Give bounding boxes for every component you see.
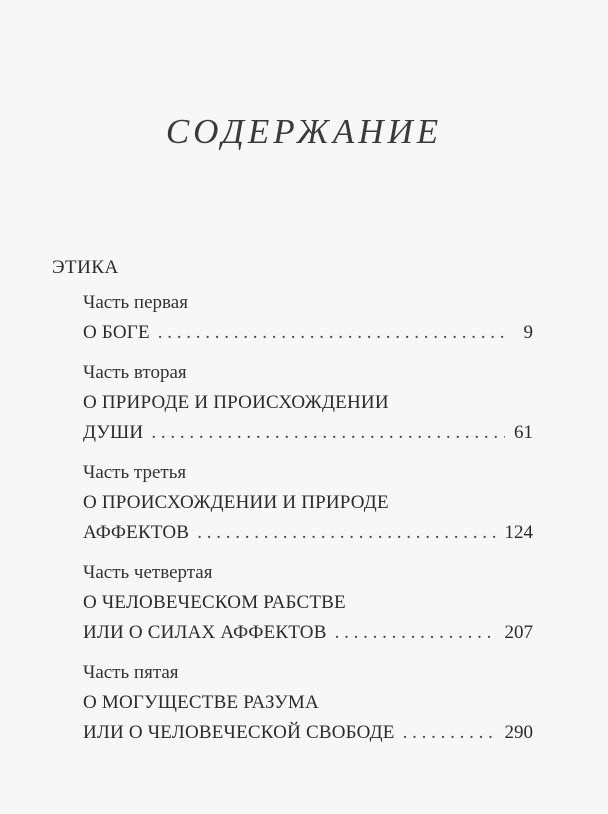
page-number: 124 [504, 522, 533, 543]
page-title: СОДЕРЖАНИЕ [165, 112, 443, 151]
toc-entry[interactable] [83, 418, 533, 448]
toc-part-3 [83, 458, 533, 548]
entry-title: О БОГЕ [83, 322, 150, 343]
page-number: 207 [504, 622, 533, 643]
entry-title-line: О ПРОИСХОЖДЕНИИ И ПРИРОДЕ [83, 492, 389, 513]
entry-title: ИЛИ О СИЛАХ АФФЕКТОВ [83, 622, 327, 643]
dot-leader [197, 518, 496, 548]
entry-title-line: О ЧЕЛОВЕЧЕСКОМ РАБСТВЕ [83, 592, 346, 613]
page-number: 61 [514, 422, 533, 443]
entry-title: ИЛИ О ЧЕЛОВЕЧЕСКОЙ СВОБОДЕ [83, 722, 395, 743]
entry-title-line: О ПРИРОДЕ И ПРОИСХОЖДЕНИИ [83, 392, 389, 413]
dot-leader [335, 618, 497, 648]
table-of-contents [83, 288, 533, 758]
toc-entry[interactable] [83, 618, 533, 648]
dot-leader [151, 418, 505, 448]
entry-title-line: О МОГУЩЕСТВЕ РАЗУМА [83, 692, 319, 713]
part-label: Часть третья [83, 462, 187, 483]
dot-leader [158, 318, 505, 348]
toc-part-5 [83, 658, 533, 748]
entry-title: АФФЕКТОВ [83, 522, 190, 543]
page-number: 9 [523, 322, 533, 343]
section-heading: ЭТИКА [52, 257, 119, 278]
part-label: Часть первая [83, 292, 188, 313]
toc-part-1 [83, 288, 533, 348]
toc-entry[interactable] [83, 518, 533, 548]
part-label: Часть вторая [83, 362, 187, 383]
toc-entry[interactable] [83, 718, 533, 748]
part-label: Часть четвертая [83, 562, 213, 583]
toc-entry[interactable] [83, 318, 533, 348]
page-number: 290 [504, 722, 533, 743]
toc-part-4 [83, 558, 533, 648]
entry-title: ДУШИ [83, 422, 144, 443]
dot-leader [403, 718, 497, 748]
toc-part-2 [83, 358, 533, 448]
part-label: Часть пятая [83, 662, 179, 683]
